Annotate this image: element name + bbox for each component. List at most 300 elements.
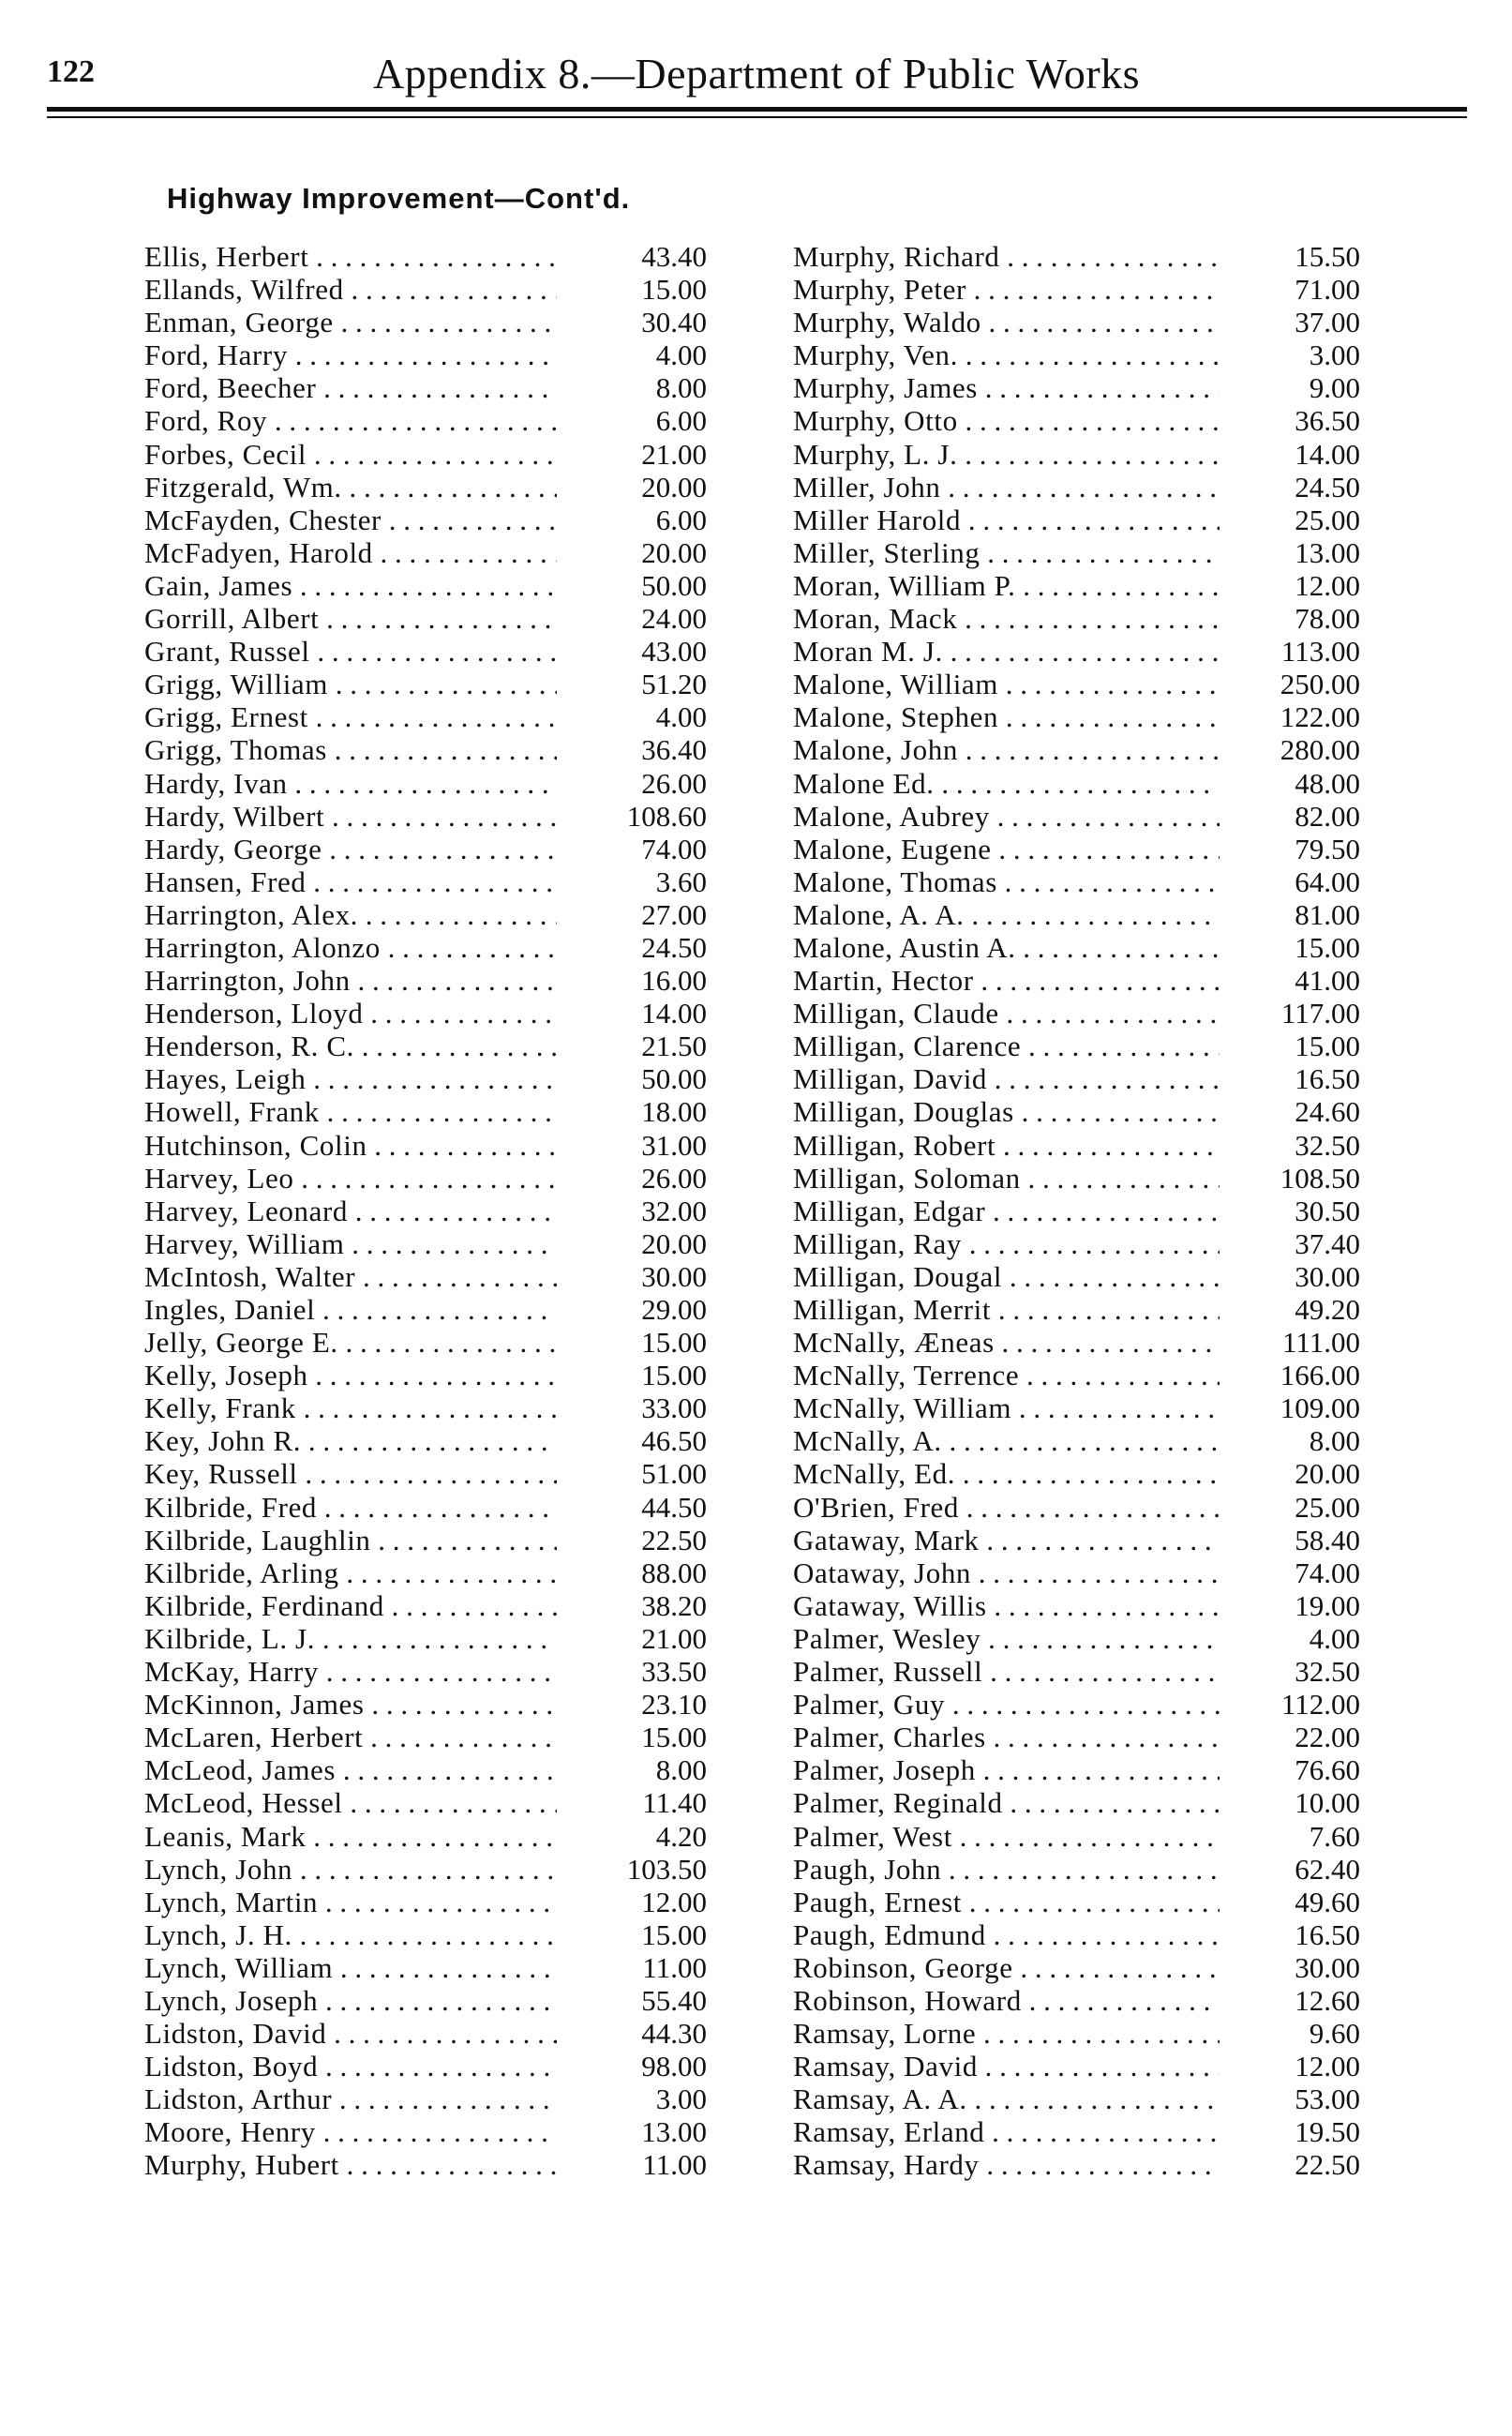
entry-amount: 24.50: [1295, 470, 1360, 504]
list-item: [793, 767, 1374, 800]
list-item: [793, 1030, 1374, 1062]
entry-amount: 41.00: [1295, 964, 1360, 998]
entry-amount: 11.00: [642, 1950, 707, 1984]
entry-name: Harrington, Alex. . . .: [144, 898, 557, 931]
entry-name: Lynch, William . . .: [144, 1951, 557, 1984]
entry-name: Gain, James . . .: [144, 569, 557, 602]
entry-amount: 24.00: [641, 602, 707, 636]
entry-name: Milligan, Edgar . . .: [793, 1195, 1220, 1227]
entry-name: Palmer, Reginald . . .: [793, 1786, 1220, 1819]
entry-name: Paugh, John . . .: [793, 1853, 1220, 1886]
list-item: [144, 2083, 726, 2115]
list-item: [144, 1457, 726, 1490]
entry-name: Lynch, J. H. . . .: [144, 1918, 557, 1951]
entry-amount: 250.00: [1280, 668, 1360, 701]
list-item: [144, 668, 726, 700]
list-item: [793, 438, 1374, 471]
entry-amount: 51.00: [641, 1457, 707, 1491]
entry-name: Murphy, Waldo . . .: [793, 306, 1220, 338]
entry-amount: 30.40: [641, 306, 707, 339]
entry-name: Grigg, William . . .: [144, 668, 557, 700]
list-item: [793, 404, 1374, 437]
entry-amount: 74.00: [641, 832, 707, 865]
list-item: [144, 1524, 726, 1556]
list-item: [793, 931, 1374, 964]
entry-amount: 109.00: [1280, 1391, 1360, 1425]
entry-name: Murphy, Otto . . .: [793, 404, 1220, 437]
list-item: [793, 1359, 1374, 1391]
list-item: [793, 1326, 1374, 1359]
entry-name: Miller Harold . . .: [793, 504, 1220, 536]
entry-name: Lidston, Arthur . . .: [144, 2083, 557, 2115]
entry-name: McNally, Æneas . . .: [793, 1326, 1220, 1359]
list-item: [144, 1589, 726, 1622]
entry-amount: 13.00: [641, 2115, 707, 2149]
page-number: 122: [47, 54, 95, 89]
list-item: [793, 1589, 1374, 1622]
list-item: [144, 1951, 726, 1984]
entry-amount: 108.60: [626, 799, 707, 833]
entry-name: Hardy, Ivan . . .: [144, 767, 557, 800]
entry-name: Ramsay, Hardy . . .: [793, 2148, 1220, 2181]
list-item: [144, 1260, 726, 1293]
list-item: [144, 1820, 726, 1853]
list-item: [793, 1556, 1374, 1589]
entry-amount: 32.50: [1295, 1128, 1360, 1162]
entry-name: Kelly, Frank . . .: [144, 1391, 557, 1424]
entry-amount: 74.00: [1295, 1556, 1360, 1589]
entry-amount: 20.00: [1295, 1457, 1360, 1491]
entry-amount: 4.20: [655, 1819, 707, 1853]
list-item: [793, 306, 1374, 338]
list-item: [793, 1886, 1374, 1918]
entry-amount: 62.40: [1295, 1852, 1360, 1886]
entry-amount: 7.60: [1309, 1819, 1360, 1853]
entry-amount: 4.00: [1309, 1621, 1360, 1655]
entry-name: Palmer, Joseph . . .: [793, 1753, 1220, 1786]
entry-amount: 15.00: [641, 1721, 707, 1754]
entry-name: Kilbride, Ferdinand . . .: [144, 1589, 557, 1622]
list-item: [793, 1062, 1374, 1095]
entry-name: Kilbride, L. J. . . .: [144, 1622, 557, 1655]
entry-name: O'Brien, Fred . . .: [793, 1491, 1220, 1524]
entry-amount: 8.00: [655, 1753, 707, 1787]
list-item: [793, 1195, 1374, 1227]
entry-name: Lynch, John . . .: [144, 1853, 557, 1886]
entry-amount: 6.00: [655, 503, 707, 536]
list-item: [144, 1721, 726, 1753]
entry-name: Martin, Hector . . .: [793, 964, 1220, 997]
list-item: [793, 2050, 1374, 2083]
entry-amount: 4.00: [655, 338, 707, 372]
entry-amount: 11.00: [642, 2148, 707, 2182]
list-item: [793, 800, 1374, 833]
entry-name: Malone, A. A. . . .: [793, 898, 1220, 931]
entry-name: Ford, Roy . . .: [144, 404, 557, 437]
entry-name: Robinson, George . . .: [793, 1951, 1220, 1984]
list-item: [793, 1951, 1374, 1984]
entry-amount: 11.40: [642, 1786, 707, 1820]
list-item: [793, 1984, 1374, 2017]
entry-amount: 30.00: [641, 1259, 707, 1293]
entry-amount: 27.00: [641, 897, 707, 931]
list-item: [793, 338, 1374, 371]
list-item: [793, 273, 1374, 306]
list-item: [144, 1162, 726, 1195]
entry-amount: 30.50: [1295, 1194, 1360, 1227]
entry-name: Milligan, Merrit . . .: [793, 1293, 1220, 1326]
list-item: [144, 1391, 726, 1424]
entry-amount: 20.00: [641, 470, 707, 504]
list-item: [793, 997, 1374, 1030]
list-item: [144, 371, 726, 404]
list-item: [793, 733, 1374, 766]
list-item: [144, 997, 726, 1030]
entry-amount: 50.00: [641, 568, 707, 602]
entry-name: Kilbride, Fred . . .: [144, 1491, 557, 1524]
entry-name: Malone, Austin A. . . .: [793, 931, 1220, 964]
entry-amount: 26.00: [641, 766, 707, 800]
entry-name: Henderson, R. C. . . .: [144, 1030, 557, 1062]
list-item: [144, 2148, 726, 2181]
entry-amount: 19.00: [1295, 1588, 1360, 1622]
entry-name: Milligan, Claude . . .: [793, 997, 1220, 1030]
entry-name: McNally, William . . .: [793, 1391, 1220, 1424]
entry-name: Milligan, Clarence . . .: [793, 1030, 1220, 1062]
entry-amount: 122.00: [1280, 700, 1360, 734]
list-item: [144, 404, 726, 437]
entry-amount: 98.00: [641, 2050, 707, 2083]
entry-name: Kilbride, Arling . . .: [144, 1556, 557, 1589]
entry-amount: 15.00: [1295, 930, 1360, 964]
entry-amount: 32.00: [641, 1194, 707, 1227]
entry-amount: 111.00: [1282, 1326, 1360, 1360]
list-item: [144, 1359, 726, 1391]
entry-amount: 22.00: [1295, 1721, 1360, 1754]
list-item: [144, 1062, 726, 1095]
entry-amount: 46.50: [641, 1424, 707, 1458]
entry-amount: 21.00: [641, 1621, 707, 1655]
entry-name: McNally, Terrence . . .: [793, 1359, 1220, 1391]
entry-amount: 76.60: [1295, 1753, 1360, 1787]
list-item: [144, 240, 726, 273]
list-item: [793, 536, 1374, 569]
list-item: [793, 964, 1374, 997]
list-item: [144, 1326, 726, 1359]
entry-amount: 25.00: [1295, 503, 1360, 536]
entry-name: Jelly, George E. . . .: [144, 1326, 557, 1359]
list-item: [793, 1524, 1374, 1556]
entry-amount: 44.30: [641, 2017, 707, 2051]
entry-amount: 58.40: [1295, 1523, 1360, 1556]
entry-amount: 15.00: [641, 1917, 707, 1951]
entry-amount: 112.00: [1280, 1688, 1360, 1722]
entry-amount: 37.00: [1295, 306, 1360, 339]
entry-name: Key, Russell . . .: [144, 1457, 557, 1490]
list-item: [144, 2017, 726, 2050]
entry-name: Malone, William . . .: [793, 668, 1220, 700]
entry-amount: 81.00: [1295, 897, 1360, 931]
entry-amount: 49.60: [1295, 1885, 1360, 1918]
entry-amount: 117.00: [1280, 997, 1360, 1030]
list-item: [793, 1293, 1374, 1326]
list-item: [793, 1095, 1374, 1128]
list-item: [144, 833, 726, 865]
entry-amount: 20.00: [641, 1226, 707, 1260]
list-item: [793, 700, 1374, 733]
entry-name: Malone, Stephen . . .: [793, 700, 1220, 733]
entry-amount: 37.40: [1295, 1226, 1360, 1260]
entry-amount: 22.50: [1295, 2148, 1360, 2182]
list-item: [144, 1753, 726, 1786]
list-item: [144, 865, 726, 898]
entry-amount: 24.60: [1295, 1095, 1360, 1129]
entry-amount: 36.50: [1295, 404, 1360, 438]
entry-name: Oataway, John . . .: [793, 1556, 1220, 1589]
entry-name: Moran, William P. . . .: [793, 569, 1220, 602]
list-item: [793, 1391, 1374, 1424]
entry-name: McKay, Harry . . .: [144, 1655, 557, 1688]
list-item: [793, 471, 1374, 504]
entry-name: Miller, Sterling . . .: [793, 536, 1220, 569]
entry-name: Gataway, Willis . . .: [793, 1589, 1220, 1622]
entry-amount: 12.00: [641, 1885, 707, 1918]
entry-name: Harvey, Leo . . .: [144, 1162, 557, 1195]
entry-amount: 113.00: [1280, 635, 1360, 669]
entry-name: Key, John R. . . .: [144, 1424, 557, 1457]
list-item: [793, 635, 1374, 668]
list-item: [144, 1556, 726, 1589]
entry-amount: 9.00: [1309, 371, 1360, 405]
entry-name: McLeod, Hessel . . .: [144, 1786, 557, 1819]
list-item: [144, 1853, 726, 1886]
section-heading: Highway Improvement—Cont'd.: [167, 182, 631, 215]
entry-amount: 79.50: [1295, 832, 1360, 865]
entry-amount: 33.50: [641, 1655, 707, 1689]
entry-amount: 33.00: [641, 1391, 707, 1425]
entry-name: Palmer, Wesley . . .: [793, 1622, 1220, 1655]
entry-amount: 6.00: [655, 404, 707, 438]
entry-name: Murphy, Ven. . . .: [793, 338, 1220, 371]
list-item: [144, 338, 726, 371]
entry-name: Milligan, Douglas . . .: [793, 1095, 1220, 1128]
entry-name: Grigg, Thomas . . .: [144, 733, 557, 766]
list-item: [144, 504, 726, 536]
list-item: [144, 1293, 726, 1326]
entry-amount: 12.60: [1295, 1983, 1360, 2017]
entry-name: Milligan, Robert . . .: [793, 1129, 1220, 1162]
entry-name: Forbes, Cecil . . .: [144, 438, 557, 471]
entry-name: McNally, Ed. . . .: [793, 1457, 1220, 1490]
entry-name: McLeod, James . . .: [144, 1753, 557, 1786]
entry-amount: 26.00: [641, 1161, 707, 1195]
entry-name: Leanis, Mark . . .: [144, 1820, 557, 1853]
list-item: [144, 438, 726, 471]
entry-name: Hutchinson, Colin . . .: [144, 1129, 557, 1162]
list-item: [793, 2083, 1374, 2115]
entry-name: Ford, Harry . . .: [144, 338, 557, 371]
entry-name: Ellands, Wilfred . . .: [144, 273, 557, 306]
entry-name: Grant, Russel . . .: [144, 635, 557, 668]
entry-name: McIntosh, Walter . . .: [144, 1260, 557, 1293]
entry-name: Grigg, Ernest . . .: [144, 700, 557, 733]
entry-amount: 19.50: [1295, 2115, 1360, 2149]
entry-amount: 38.20: [641, 1588, 707, 1622]
list-item: [144, 2115, 726, 2148]
list-item: [793, 1162, 1374, 1195]
entry-name: Lidston, David . . .: [144, 2017, 557, 2050]
entry-amount: 15.00: [1295, 1030, 1360, 1063]
entry-amount: 82.00: [1295, 799, 1360, 833]
entry-amount: 9.60: [1309, 2017, 1360, 2051]
entry-name: Malone, John . . .: [793, 733, 1220, 766]
entry-amount: 88.00: [641, 1556, 707, 1589]
entry-name: Palmer, Guy . . .: [793, 1688, 1220, 1721]
entry-name: Kilbride, Laughlin . . .: [144, 1524, 557, 1556]
list-item: [144, 767, 726, 800]
entry-name: Harvey, William . . .: [144, 1227, 557, 1260]
list-item: [144, 536, 726, 569]
entry-amount: 30.00: [1295, 1950, 1360, 1984]
entry-amount: 16.50: [1295, 1917, 1360, 1951]
list-item: [144, 1886, 726, 1918]
entry-name: Murphy, Richard . . .: [793, 240, 1220, 273]
list-item: [793, 865, 1374, 898]
list-item: [793, 1457, 1374, 1490]
entry-amount: 18.00: [641, 1095, 707, 1129]
entry-amount: 50.00: [641, 1062, 707, 1096]
list-item: [793, 2115, 1374, 2148]
list-item: [793, 1491, 1374, 1524]
entry-amount: 23.10: [641, 1688, 707, 1722]
list-item: [144, 2050, 726, 2083]
entry-name: Howell, Frank . . .: [144, 1095, 557, 1128]
entry-name: McFayden, Chester . . .: [144, 504, 557, 536]
entry-name: Moore, Henry . . .: [144, 2115, 557, 2148]
entry-amount: 21.00: [641, 437, 707, 471]
list-item: [793, 371, 1374, 404]
entry-name: Fitzgerald, Wm. . . .: [144, 471, 557, 504]
list-item: [793, 1853, 1374, 1886]
entry-amount: 30.00: [1295, 1259, 1360, 1293]
entry-amount: 15.50: [1295, 240, 1360, 273]
entry-name: Milligan, David . . .: [793, 1062, 1220, 1095]
entry-name: Palmer, Charles . . .: [793, 1721, 1220, 1753]
entry-name: Palmer, Russell . . .: [793, 1655, 1220, 1688]
entry-amount: 14.00: [641, 997, 707, 1030]
entry-name: Murphy, James . . .: [793, 371, 1220, 404]
entry-amount: 49.20: [1295, 1293, 1360, 1326]
list-item: [144, 635, 726, 668]
entry-amount: 16.00: [641, 964, 707, 998]
entry-name: Harvey, Leonard . . .: [144, 1195, 557, 1227]
entry-name: Paugh, Edmund . . .: [793, 1918, 1220, 1951]
entry-name: Gataway, Mark . . .: [793, 1524, 1220, 1556]
entry-name: McFadyen, Harold . . .: [144, 536, 557, 569]
entry-amount: 13.00: [1295, 535, 1360, 569]
entry-amount: 14.00: [1295, 437, 1360, 471]
list-item: [793, 1424, 1374, 1457]
entry-amount: 15.00: [641, 1359, 707, 1392]
entry-amount: 12.00: [1295, 2050, 1360, 2083]
entry-name: Murphy, L. J. . . .: [793, 438, 1220, 471]
list-item: [144, 569, 726, 602]
entry-name: Hardy, Wilbert . . .: [144, 800, 557, 833]
list-item: [144, 733, 726, 766]
entry-amount: 44.50: [641, 1490, 707, 1524]
header-rule-thick: [47, 107, 1467, 112]
entry-name: Hansen, Fred . . .: [144, 865, 557, 898]
entry-name: Malone, Aubrey . . .: [793, 800, 1220, 833]
entry-amount: 8.00: [1309, 1424, 1360, 1458]
entry-name: Murphy, Hubert . . .: [144, 2148, 557, 2181]
header-rule-thin: [47, 116, 1467, 118]
list-item: [793, 602, 1374, 635]
list-item: [144, 1195, 726, 1227]
entry-amount: 21.50: [641, 1030, 707, 1063]
entry-amount: 53.00: [1295, 2083, 1360, 2116]
entry-name: Robinson, Howard . . .: [793, 1984, 1220, 2017]
list-item: [144, 1491, 726, 1524]
list-item: [793, 833, 1374, 865]
entry-name: Harrington, John . . .: [144, 964, 557, 997]
entry-name: Moran, Mack . . .: [793, 602, 1220, 635]
list-item: [793, 240, 1374, 273]
entry-amount: 166.00: [1280, 1359, 1360, 1392]
entry-name: Ingles, Daniel . . .: [144, 1293, 557, 1326]
entry-amount: 48.00: [1295, 766, 1360, 800]
right-column: [793, 240, 1374, 2182]
list-item: [144, 602, 726, 635]
list-item: [793, 1260, 1374, 1293]
list-item: [144, 1918, 726, 1951]
list-item: [144, 1655, 726, 1688]
entry-name: Malone Ed. . . .: [793, 767, 1220, 800]
entry-amount: 103.50: [626, 1852, 707, 1886]
entry-name: Lidston, Boyd . . .: [144, 2050, 557, 2083]
entry-name: Ramsay, Lorne . . .: [793, 2017, 1220, 2050]
entry-amount: 15.00: [641, 1326, 707, 1360]
list-item: [793, 1918, 1374, 1951]
entry-amount: 3.00: [1309, 338, 1360, 372]
entry-name: Murphy, Peter . . .: [793, 273, 1220, 306]
entry-name: Lynch, Martin . . .: [144, 1886, 557, 1918]
entry-amount: 55.40: [641, 1983, 707, 2017]
entry-name: Enman, George . . .: [144, 306, 557, 338]
list-item: [144, 1622, 726, 1655]
list-item: [793, 1753, 1374, 1786]
entry-amount: 64.00: [1295, 865, 1360, 898]
list-item: [793, 668, 1374, 700]
entry-amount: 3.00: [655, 2083, 707, 2116]
entry-name: Kelly, Joseph . . .: [144, 1359, 557, 1391]
entry-name: Palmer, West . . .: [793, 1820, 1220, 1853]
entry-name: Milligan, Ray . . .: [793, 1227, 1220, 1260]
entry-amount: 29.00: [641, 1293, 707, 1326]
entry-name: Henderson, Lloyd . . .: [144, 997, 557, 1030]
list-item: [144, 898, 726, 931]
entry-amount: 15.00: [641, 273, 707, 307]
list-item: [144, 700, 726, 733]
list-item: [793, 1820, 1374, 1853]
entry-amount: 78.00: [1295, 602, 1360, 636]
entry-name: Milligan, Dougal . . .: [793, 1260, 1220, 1293]
entry-amount: 32.50: [1295, 1655, 1360, 1689]
list-item: [793, 1227, 1374, 1260]
list-item: [793, 2148, 1374, 2181]
entry-name: Ellis, Herbert . . .: [144, 240, 557, 273]
list-item: [144, 1129, 726, 1162]
